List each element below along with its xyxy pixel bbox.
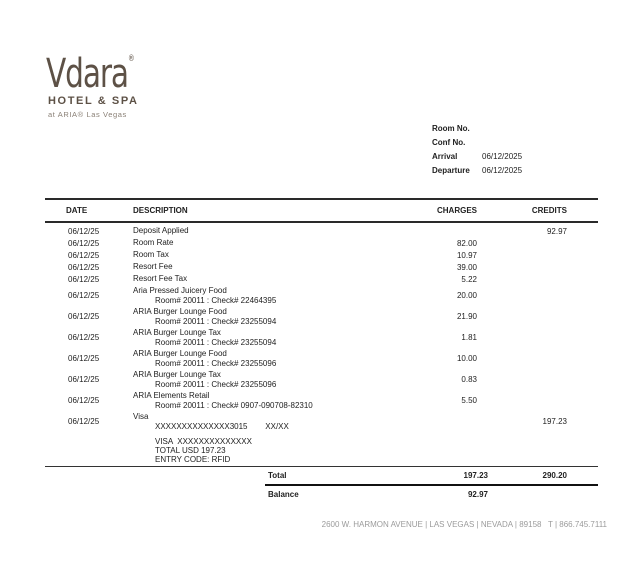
row-detail: Room# 20011 : Check# 23255094	[155, 316, 277, 326]
row-description: Resort Fee Tax	[133, 274, 188, 284]
row-date: 06/12/25	[68, 250, 100, 260]
row-description: ARIA Elements Retail	[133, 391, 210, 400]
row-charge-amount: 39.00	[456, 262, 477, 272]
row-description: ARIA Burger Lounge Tax	[133, 370, 221, 379]
payment-detail-line: ENTRY CODE: RFID	[155, 455, 231, 464]
row-description: Resort Fee	[133, 262, 173, 272]
row-charge-amount: 1.81	[461, 333, 477, 342]
balance-amount: 92.97	[467, 489, 488, 499]
folio-row	[45, 348, 598, 369]
folio-row	[45, 249, 598, 261]
guest-info-block	[432, 121, 522, 177]
row-charge-amount: 82.00	[456, 238, 477, 248]
row-date: 06/12/25	[68, 262, 100, 272]
row-description: Aria Pressed Juicery Food	[133, 286, 227, 295]
row-charge-amount: 10.00	[456, 354, 477, 363]
row-date: 06/12/25	[68, 274, 100, 284]
row-description: ARIA Burger Lounge Food	[133, 349, 227, 358]
hotel-subtitle: HOTEL & SPA	[48, 95, 139, 107]
row-charge-amount: 5.22	[461, 274, 477, 284]
guest-info-label: Conf No.	[432, 137, 466, 147]
row-charge-amount: 0.83	[461, 375, 477, 384]
row-description: Room Rate	[133, 238, 174, 248]
row-date: 06/12/25	[68, 226, 100, 236]
folio-row	[45, 285, 598, 306]
row-credit-amount: 92.97	[546, 226, 567, 236]
hotel-wordmark	[46, 40, 166, 97]
row-detail: Room# 20011 : Check# 0907-090708-82310	[155, 400, 313, 410]
row-description: Visa	[133, 412, 149, 421]
folio-row	[45, 411, 598, 432]
header-description: DESCRIPTION	[133, 206, 188, 215]
folio-row	[45, 327, 598, 348]
guest-info-row	[432, 135, 522, 149]
hotel-address-footer: 2600 W. HARMON AVENUE | LAS VEGAS | NEVADA | 89158 T | 866.745.7111	[321, 520, 607, 529]
balance-label: Balance	[268, 489, 299, 499]
guest-info-value: 06/12/2025	[482, 165, 523, 175]
row-date: 06/12/25	[68, 238, 100, 248]
row-detail: Room# 20011 : Check# 22464395	[155, 295, 277, 305]
folio-row	[45, 225, 598, 237]
row-charge-amount: 20.00	[456, 291, 477, 300]
guest-info-row	[432, 121, 522, 135]
balance-row	[45, 486, 598, 502]
payment-detail-line: TOTAL USD 197.23	[155, 446, 226, 455]
folio-row	[45, 261, 598, 273]
row-date: 06/12/25	[68, 312, 100, 321]
folio-statement	[45, 198, 598, 502]
row-charge-amount: 5.50	[461, 396, 477, 405]
header-date: DATE	[66, 206, 88, 215]
table-header-row	[45, 200, 598, 223]
hotel-name: Vdara	[46, 51, 128, 97]
hotel-logo	[46, 40, 166, 119]
row-detail: XXXXXXXXXXXXXX3015 XX/XX	[155, 421, 289, 431]
guest-info-value: 06/12/2025	[482, 151, 523, 161]
row-description: ARIA Burger Lounge Tax	[133, 328, 221, 337]
row-date: 06/12/25	[68, 291, 100, 300]
total-charges: 197.23	[463, 471, 488, 480]
hotel-tagline: at ARIA® Las Vegas	[48, 110, 127, 119]
folio-rows	[45, 223, 598, 432]
guest-info-row	[432, 163, 522, 177]
folio-row	[45, 273, 598, 285]
guest-info-label: Arrival	[432, 151, 458, 161]
header-credits: CREDITS	[531, 206, 567, 215]
row-date: 06/12/25	[68, 375, 100, 384]
header-charges: CHARGES	[436, 206, 477, 215]
payment-detail-line: VISA XXXXXXXXXXXXXX	[155, 437, 252, 446]
folio-row	[45, 390, 598, 411]
row-detail: Room# 20011 : Check# 23255096	[155, 379, 277, 389]
row-charge-amount: 10.97	[456, 250, 477, 260]
row-date: 06/12/25	[68, 417, 100, 426]
row-description: Room Tax	[133, 250, 169, 260]
row-date: 06/12/25	[68, 354, 100, 363]
row-detail: Room# 20011 : Check# 23255094	[155, 337, 277, 347]
guest-info-label: Departure	[432, 165, 470, 175]
row-charge-amount: 21.90	[456, 312, 477, 321]
total-row	[45, 467, 598, 484]
folio-row	[45, 237, 598, 249]
folio-row	[45, 306, 598, 327]
total-label: Total	[268, 471, 287, 480]
row-detail: Room# 20011 : Check# 23255096	[155, 358, 277, 368]
row-description: Deposit Applied	[133, 226, 189, 236]
guest-info-label: Room No.	[432, 123, 470, 133]
row-date: 06/12/25	[68, 396, 100, 405]
payment-details-block	[155, 437, 598, 464]
registered-mark-icon: ®	[127, 54, 135, 64]
row-credit-amount: 197.23	[542, 417, 567, 426]
row-description: ARIA Burger Lounge Food	[133, 307, 227, 316]
row-date: 06/12/25	[68, 333, 100, 342]
guest-info-row	[432, 149, 522, 163]
folio-row	[45, 369, 598, 390]
total-credits: 290.20	[542, 471, 567, 480]
